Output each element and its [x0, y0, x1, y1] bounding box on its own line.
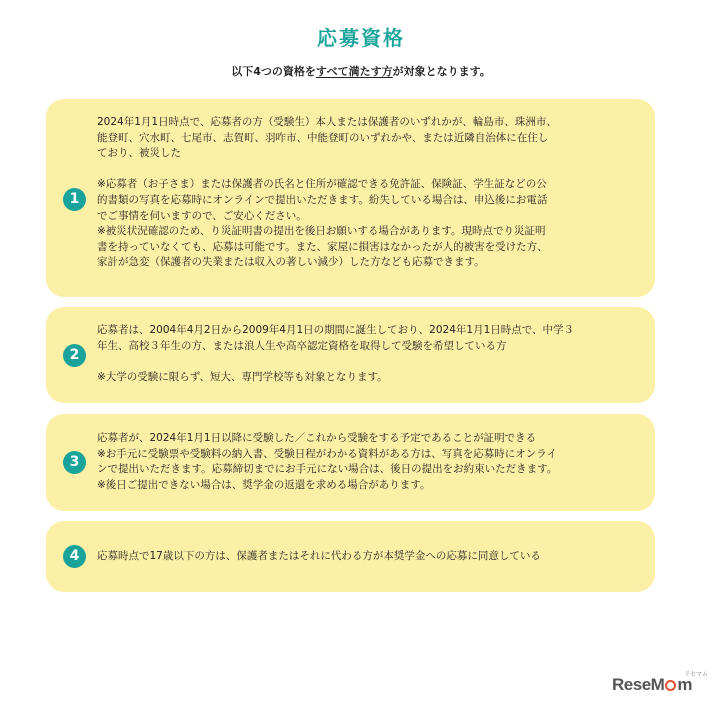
card-1-line: 書を持っていなくても、応募は可能です。また、家屋に損害はなかったが人的被害を受けた方、	[97, 240, 548, 253]
card-4-line: 応募時点で17歳以下の方は、保護者またはそれに代わる方が本奨学金への応募に同意している	[97, 550, 541, 562]
subtitle-pre: 以下4つの資格を	[231, 65, 316, 78]
card-2-line: 年生、高校３年生の方、または浪人生や高卒認定資格を取得して受験を希望している方	[97, 339, 507, 352]
qualification-card-2	[46, 307, 655, 403]
card-1-line: 家計が急変（保護者の失業または収入の著しい減少）した方なども応募できます。	[97, 256, 485, 269]
card-2-line: 応募者は、2004年4月2日から2009年4月1日の期間に誕生しており、2024年1月1日時点で、中学３	[97, 324, 575, 336]
card-2-text	[97, 323, 637, 385]
subtitle-post: が対象となります。	[392, 65, 491, 78]
card-4-text	[97, 549, 637, 565]
card-3-line: ※後日ご提出できない場合は、奨学金の返還を求める場合があります。	[97, 478, 431, 491]
qualification-card-3	[46, 414, 655, 511]
card-1-line: でご事情を伺いますので、ご安心ください。	[97, 209, 307, 222]
resemom-logo-kana: リセマム	[684, 671, 708, 678]
qualification-card-1	[46, 99, 655, 297]
card-1-line: ※被災状況確認のため、り災証明書の提出を後日お願いする場合があります。現時点でり災証明	[97, 225, 546, 238]
card-3-line: ※お手元に受験票や受験料の納入書、受験日程がわかる資料がある方は、写真を応募時にオンライ	[97, 447, 557, 460]
card-3-line: ンで提出いただきます。応募締切までにお手元にない場合は、後日の提出をお約束いただきます。	[97, 463, 558, 476]
page-subtitle	[0, 63, 722, 79]
card-1-line: 能登町、穴水町、七尾市、志賀町、羽咋市、中能登町のいずれかや、または近隣自治体に在住し	[97, 131, 549, 144]
logo-o-icon	[665, 680, 676, 691]
card-1-line: ※応募者（お子さま）または保護者の氏名と住所が確認できる免許証、保険証、学生証などの公	[97, 178, 547, 191]
card-1-line: 的書類の写真を応募時にオンラインで提出いただきます。紛失している場合は、申込後にお電話	[97, 193, 548, 206]
card-1-line: ており、被災した	[97, 147, 181, 160]
qualification-card-4	[46, 521, 655, 592]
card-1-line: 2024年1月1日時点で、応募者の方（受験生）本人または保護者のいずれかが、輪島市、珠洲市、	[97, 116, 557, 128]
number-badge-1: 1	[63, 188, 86, 211]
subtitle-underlined: すべて満たす方	[315, 65, 393, 78]
number-badge-3: 3	[63, 451, 86, 474]
card-3-line: 応募者が、2024年1月1日以降に受験した／これから受験をする予定であることが証明できる	[97, 432, 537, 444]
number-badge-4: 4	[63, 545, 86, 568]
resemom-logo: ReseM m	[612, 675, 692, 694]
page-title: 応募資格	[317, 26, 405, 50]
card-1-text	[97, 115, 637, 271]
number-badge-2: 2	[63, 344, 86, 367]
card-3-text	[97, 431, 637, 493]
card-2-line: ※大学の受験に限らず、短大、専門学校等も対象となります。	[97, 370, 388, 383]
